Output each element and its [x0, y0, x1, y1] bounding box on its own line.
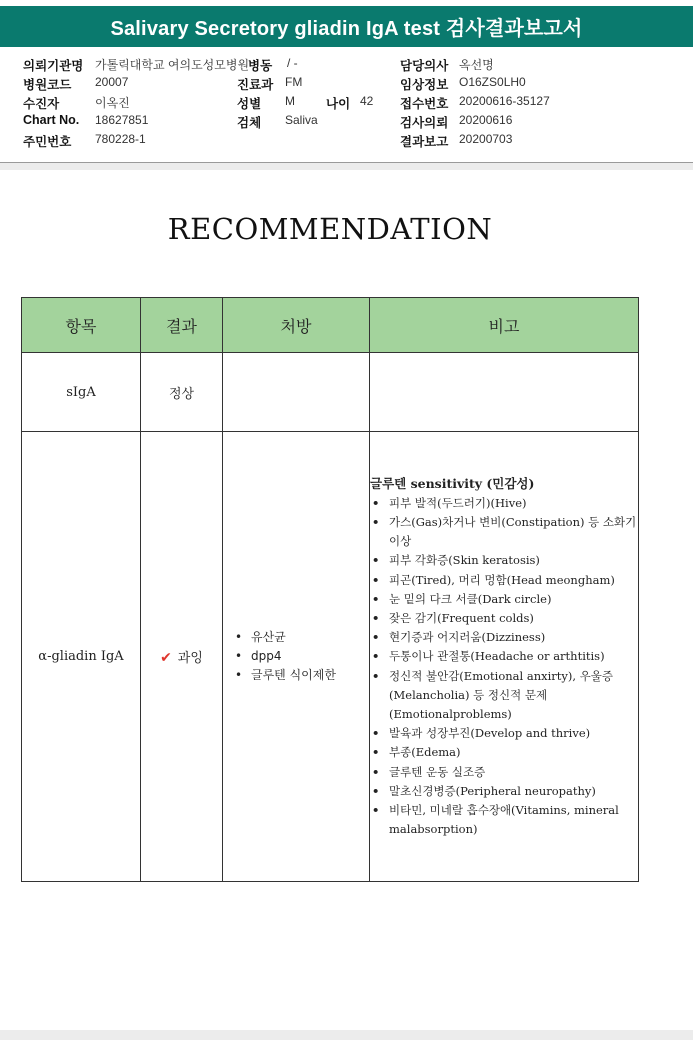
list-item: • 눈 밑의 다크 서클(Dark circle) [389, 590, 638, 609]
header-item: 항목 [22, 298, 141, 353]
institution-label: 의뢰기관명 [23, 59, 84, 73]
symptom-list [370, 494, 638, 840]
item-cell: sIgA [22, 353, 141, 432]
report-date-label: 결과보고 [400, 135, 449, 149]
request-value: 20200616 [459, 113, 513, 127]
result-cell: 정상 [141, 353, 223, 432]
list-item: • 잦은 감기(Frequent colds) [389, 609, 638, 628]
doctor-label: 담당의사 [400, 59, 449, 73]
request-label: 검사의뢰 [400, 116, 449, 130]
recommendation-table [21, 297, 639, 882]
note-cell [370, 432, 639, 882]
item-cell: α-gliadin IgA [22, 432, 141, 882]
check-icon: ✔ [160, 650, 172, 666]
result-cell [141, 432, 223, 882]
list-item: • 가스(Gas)차거나 변비(Constipation) 등 소화기 이상 [389, 513, 638, 551]
prescription-cell [223, 432, 370, 882]
prescription-cell [223, 353, 370, 432]
report-title: Salivary Secretory gliadin IgA test 검사결과보고서 [0, 6, 693, 47]
table-row [22, 353, 639, 432]
specimen-value: Saliva [285, 113, 318, 127]
list-item: • 비타민, 미네랄 흡수장애(Vitamins, mineral malabsorption) [389, 801, 638, 839]
patient-value: 이옥진 [95, 96, 130, 110]
footer-shadow [0, 1030, 693, 1040]
list-item: • 피부 발적(두드러기)(Hive) [389, 494, 638, 513]
header-shadow [0, 163, 693, 170]
list-item: • 피곤(Tired), 머리 멍함(Head meongham) [389, 571, 638, 590]
hospital-code-value: 20007 [95, 75, 129, 89]
chart-no-label: Chart No. [23, 113, 80, 127]
chart-no-value: 18627851 [95, 113, 149, 127]
clinical-value: O16ZS0LH0 [459, 75, 526, 89]
table-header-row [22, 298, 639, 353]
institution-value: 가톨릭대학교 여의도성모병원 [95, 58, 250, 72]
receipt-value: 20200616-35127 [459, 94, 550, 108]
receipt-label: 접수번호 [400, 97, 449, 111]
dept-value: FM [285, 75, 303, 89]
list-item: • 말초신경병증(Peripheral neuropathy) [389, 782, 638, 801]
report-date-value: 20200703 [459, 132, 513, 146]
age-value: 42 [360, 94, 374, 108]
list-item: • 발육과 성장부진(Develop and thrive) [389, 724, 638, 743]
sex-label: 성별 [237, 97, 262, 111]
clinical-label: 임상정보 [400, 78, 449, 92]
patient-info-panel [0, 49, 693, 161]
resident-id-label: 주민번호 [23, 135, 72, 149]
list-item: • 유산균 [251, 628, 369, 647]
list-item: • 글루텐 식이제한 [251, 666, 369, 685]
hospital-code-label: 병원코드 [23, 78, 72, 92]
result-value: 과잉 [177, 651, 203, 666]
list-item: • 정신적 불안감(Emotional anxirty), 우울증(Melancholia) 등 정신적 문제(Emotionalproblems) [389, 667, 638, 725]
header-result: 결과 [141, 298, 223, 353]
sex-value: M [285, 94, 295, 108]
ward-label: 병동 [248, 59, 273, 73]
ward-value: / - [287, 56, 298, 70]
doctor-value: 옥선명 [459, 58, 494, 72]
list-item: • 부종(Edema) [389, 743, 638, 762]
list-item: • 두통이나 관절통(Headache or arthtitis) [389, 647, 638, 666]
resident-id-value: 780228-1 [95, 132, 146, 146]
list-item: • 글루텐 운동 실조증 [389, 763, 638, 782]
dept-label: 진료과 [237, 78, 274, 92]
specimen-label: 검체 [237, 116, 262, 130]
table-row [22, 432, 639, 882]
header-note: 비고 [370, 298, 639, 353]
list-item: • dpp4 [251, 647, 369, 666]
note-title: 글루텐 sensitivity (민감성) [370, 475, 535, 491]
note-cell [370, 353, 639, 432]
patient-label: 수진자 [23, 97, 60, 111]
list-item: • 피부 각화증(Skin keratosis) [389, 551, 638, 570]
list-item: • 현기증과 어지러움(Dizziness) [389, 628, 638, 647]
recommendation-title: RECOMMENDATION [167, 212, 493, 246]
prescription-list [223, 628, 369, 685]
header-prescription: 처방 [223, 298, 370, 353]
age-label: 나이 [326, 97, 351, 111]
